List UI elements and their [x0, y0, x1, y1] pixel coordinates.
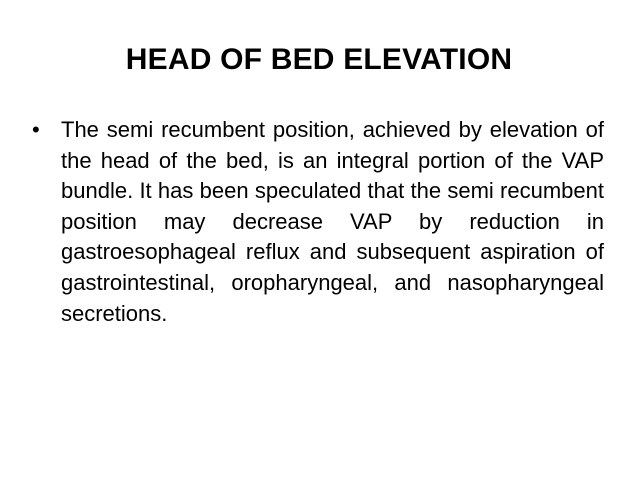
slide-body	[32, 115, 604, 329]
bullet-marker: •	[32, 117, 40, 142]
slide-title: HEAD OF BED ELEVATION	[125, 43, 513, 76]
bullet-item	[32, 115, 604, 329]
bullet-text: The semi recumbent position, achieved by elevation of the head of the bed, is an integral portion of the VAP bundle. It has been speculated that the semi recumbent position may decrease VAP by reduction in gastroesophageal reflux and subsequent aspiration of gastrointestinal, oropharyngeal, and nasopharyngeal secretions.	[61, 117, 604, 326]
